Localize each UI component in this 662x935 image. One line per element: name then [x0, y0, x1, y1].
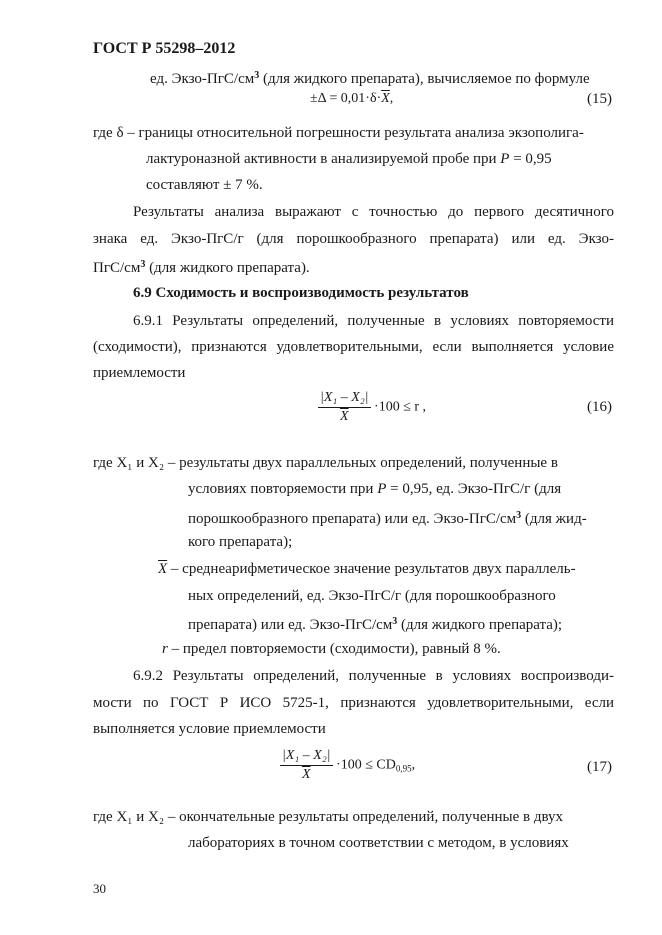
- where-16-xbar-line3: [188, 613, 562, 634]
- where-16-xbar-line3-a: препарата) или ед. Экзо-ПгС/см: [188, 617, 393, 633]
- p692-line3: выполняется условие приемлемости: [93, 721, 326, 737]
- where-15-line3: составляют ± 7 %.: [146, 177, 263, 193]
- results-line3-sup: 3: [140, 259, 146, 270]
- where-15-lead: где δ – границы относительной погрешности результата анализа экзополига-: [93, 125, 584, 141]
- where-16-r-symbol: r: [162, 641, 168, 657]
- results-line3: [93, 256, 310, 277]
- where-15-line2-end: = 0,95: [509, 151, 552, 167]
- formula-17-rhs-sub: 0,95: [395, 763, 412, 774]
- where-16-line2-b: = 0,95, ед. Экзо-ПгС/г (для: [386, 481, 562, 497]
- where-16-line2-a: условиях повторяемости при: [188, 481, 378, 497]
- intro-line: [150, 67, 590, 88]
- equation-number-17: (17): [587, 759, 612, 775]
- document-header: ГОСТ Р 55298–2012: [93, 40, 236, 57]
- results-line1: Результаты анализа выражают с точностью до первого десятичного: [133, 204, 614, 220]
- where-16-xbar-line3-b: (для жидкого препарата);: [397, 617, 563, 633]
- formula-16-fraction: [318, 389, 371, 426]
- formula-17: [280, 747, 415, 784]
- where-16-xbar-line2: ных определений, ед. Экзо-ПгС/г (для порошкообразного: [188, 588, 556, 604]
- formula-15-tail: ,: [389, 91, 394, 106]
- formula-16-denominator: X: [339, 409, 349, 424]
- formula-17-tail: ,: [411, 757, 416, 773]
- p692-line1: 6.9.2 Результаты определений, полученные в условиях воспроизводи-: [133, 668, 614, 684]
- results-line3-a: ПгС/см: [93, 260, 141, 276]
- formula-15: [310, 90, 393, 108]
- p691-line3: приемлемости: [93, 365, 186, 381]
- where-15-line2-text: лактуроназной активности в анализируемой пробе при: [146, 151, 501, 167]
- section-heading: 6.9 Сходимость и воспроизводимость результатов: [133, 285, 469, 301]
- where-16-r-line: [162, 640, 501, 658]
- where-16-r-text: – предел повторяемости (сходимости), равный 8 %.: [167, 641, 501, 657]
- p692-line2: мости по ГОСТ Р ИСО 5725-1, признаются удовлетворительными, если: [93, 695, 614, 711]
- intro-text: ед. Экзо-ПгС/см: [150, 71, 255, 87]
- equation-number-16: (16): [587, 399, 612, 415]
- formula-16-rhs: ·100 ≤ r ,: [374, 399, 427, 415]
- where-17-line2: лабораториях в точном соответствии с методом, в условиях: [188, 835, 569, 851]
- where-15-p: P: [500, 151, 510, 167]
- formula-17-rhs: ·100 ≤ CD: [336, 757, 396, 773]
- where-16-xbar-text1: – среднеарифметическое значение результатов двух параллель-: [167, 561, 576, 577]
- formula-16-numerator: |X₁ – X₂|: [318, 389, 371, 408]
- equation-number-15: (15): [587, 91, 612, 107]
- formula-15-xbar: $\overline{X}$: [381, 91, 390, 106]
- where-16-p: P: [377, 481, 387, 497]
- where-16-line4: кого препарата);: [188, 534, 293, 550]
- p691-line2: (сходимости), признаются удовлетворительными, если выполняется условие: [93, 339, 614, 355]
- formula-17-denominator: X: [301, 767, 311, 782]
- results-line2: знака ед. Экзо-ПгС/г (для порошкообразного препарата) или ед. Экзо-: [93, 231, 614, 247]
- intro-sup: 3: [254, 70, 260, 81]
- where-16-line3: [188, 507, 587, 528]
- formula-17-fraction: [280, 747, 333, 784]
- formula-17-numerator: |X₁ – X₂|: [280, 747, 333, 766]
- where-16-line2: [188, 480, 561, 498]
- where-16-xbar-line1: [158, 560, 576, 578]
- where-16-xbar-symbol: $\overline{X}$: [158, 561, 168, 577]
- where-15-line2: [146, 150, 552, 168]
- p691-line1: 6.9.1 Результаты определений, полученные в условиях повторяемости: [133, 313, 614, 329]
- results-line3-b: (для жидкого препарата).: [145, 260, 310, 276]
- page-number: 30: [93, 881, 106, 896]
- intro-rest: (для жидкого препарата), вычисляемое по формуле: [259, 71, 590, 87]
- where-17-lead: где X₁ и X₂ – окончательные результаты определений, полученные в двух: [93, 809, 564, 825]
- where-16-line3-sup: 3: [516, 510, 522, 521]
- formula-15-lhs: ±Δ = 0,01·δ·: [310, 91, 382, 106]
- where-16-xbar-line3-sup: 3: [392, 616, 398, 627]
- where-16-line3-b: (для жид-: [521, 511, 587, 527]
- where-16-lead: где X₁ и X₂ – результаты двух параллельных определений, полученные в: [93, 455, 558, 471]
- where-16-line3-a: порошкообразного препарата) или ед. Экзо-ПгС/см: [188, 511, 517, 527]
- formula-16: [318, 389, 426, 426]
